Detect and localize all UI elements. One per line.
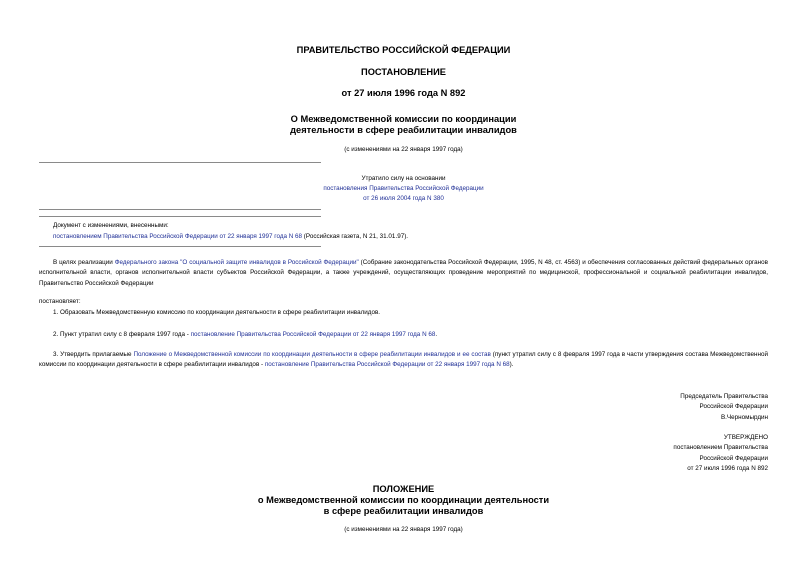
amendments-source: (Российская газета, N 21, 31.01.97). (302, 233, 409, 240)
approved-line2: постановлением Правительства (673, 444, 768, 452)
doc-type-heading: ПОСТАНОВЛЕНИЕ (361, 67, 446, 77)
item-3-text: (пункт утратил силу с 8 февраля 1997 года в части утверждения состава Межведомственной комиссии по координации деятельности в сфере реабилитации инвалидов - (39, 351, 769, 369)
item-2-text: 2. Пункт утратил силу с 8 февраля 1997 года - (53, 331, 191, 338)
doc-title-line2: деятельности в сфере реабилитации инвалидов (290, 125, 517, 135)
changes-note: (с изменениями на 22 января 1997 года) (344, 146, 463, 153)
approved-block (673, 433, 768, 474)
lost-force-link-line2[interactable]: от 26 июля 2004 года N 380 (363, 195, 444, 202)
approved-line1: УТВЕРЖДЕНО (723, 434, 768, 441)
divider (39, 216, 321, 217)
item-1: 1. Образовать Межведомственную комиссию по координации деятельности в сфере реабилитации инвалидов. (53, 309, 381, 316)
regulation-changes-note: (с изменениями на 22 января 1997 года) (344, 526, 463, 533)
preamble-text: В целях реализации (53, 259, 115, 266)
amendments-link[interactable]: постановлением Правительства Российской Федерации от 22 января 1997 года N 68 (53, 233, 303, 240)
item-3 (39, 350, 768, 371)
regulation-title: ПОЛОЖЕНИЕ (372, 484, 435, 494)
regulation-link[interactable]: Положение о Межведомственной комиссии по координации деятельности в сфере реабилитации инвалидов и ее состав (133, 351, 491, 358)
signature-line2: Российской Федерации (699, 403, 768, 411)
preamble-paragraph (39, 258, 768, 289)
regulation-title-line3: в сфере реабилитации инвалидов (323, 506, 484, 516)
lost-force-link-line1[interactable]: постановления Правительства Российской Федерации (323, 185, 484, 192)
federal-law-link[interactable]: Федерального закона "О социальной защите инвалидов в Российской Федерации" (114, 259, 359, 266)
item-3-text: 3. Утвердить прилагаемые (53, 351, 134, 358)
doc-title-line1: О Межведомственной комиссии по координации (290, 114, 517, 124)
amendments-line (53, 232, 408, 242)
approved-line3: Российской Федерации (699, 454, 768, 462)
signature-name: В.Черномырдин (720, 413, 768, 421)
divider (39, 162, 321, 163)
signature-line1: Председатель Правительства (680, 393, 768, 400)
doc-date-number: от 27 июля 1996 года N 892 (341, 88, 466, 98)
divider (39, 246, 321, 247)
item-3-end: ). (509, 361, 514, 369)
amendments-label: Документ с изменениями, внесенными: (53, 222, 169, 229)
decides-label: постановляет: (39, 298, 81, 305)
item-2-link[interactable]: постановление Правительства Российской Федерации от 22 января 1997 года N 68 (190, 331, 436, 338)
divider (39, 209, 321, 210)
preamble-text: (Собрание законодательства Российской Федерации, 1995, N 48, ст. 4563) и обеспечения согласованных действий федеральных органов исполнительной власти, органов исполнительной власти субъектов Российской Федерации, а также учреждений, осуществляющих проведение мероприятий по медицинской, профессиональной и социальной реабилитации инвалидов, Правительство Российской Федерации (39, 259, 768, 287)
item-2 (53, 330, 437, 340)
government-heading: ПРАВИТЕЛЬСТВО РОССИЙСКОЙ ФЕДЕРАЦИИ (296, 45, 511, 55)
signature-block (680, 392, 768, 423)
item-3-link[interactable]: постановление Правительства Российской Федерации от 22 января 1997 года N 68 (264, 361, 510, 369)
approved-line4: от 27 июля 1996 года N 892 (687, 464, 768, 472)
regulation-title-line2: о Межведомственной комиссии по координации деятельности (257, 495, 550, 505)
item-2-end: . (435, 331, 438, 338)
lost-force-label: Утратило силу на основании (361, 175, 446, 182)
